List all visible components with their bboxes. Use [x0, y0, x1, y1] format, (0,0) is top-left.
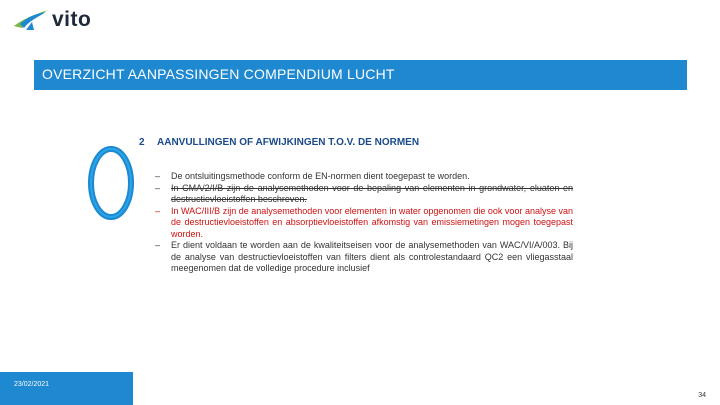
list-item [133, 240, 573, 275]
page-title: OVERZICHT AANPASSINGEN COMPENDIUM LUCHT [42, 66, 395, 82]
list-dash: – [155, 182, 161, 193]
list-item-text: In WAC/III/B zijn de analysemethoden voor elementen in water opgenomen die ook voor analyse van de destructievloeistoffen en absorptievloeistoffen afkomstig van emissiemetingen mogen toegepast worden. [171, 205, 573, 239]
footer-bar [0, 372, 133, 405]
content-excerpt [133, 132, 573, 286]
list-item-text: In CMA/2/I/B zijn de analysemethoden voor de bepaling van elementen in grondwater, eluaten en destructievloeistoffen beschreven. [171, 182, 573, 204]
list-item-text: De ontsluitingsmethode conform de EN-normen dient toegepast te worden. [171, 171, 470, 181]
list-dash: – [155, 240, 161, 250]
list-item [133, 171, 573, 183]
decorative-ring-graphic [86, 143, 136, 223]
section-heading-text: AANVULLINGEN OF AFWIJKINGEN T.O.V. DE NORMEN [157, 137, 420, 148]
list-dash: – [155, 205, 161, 216]
section-number: 2 [139, 137, 145, 148]
vito-logo [12, 6, 122, 34]
logo-text: vito [52, 8, 92, 31]
title-bar [34, 60, 687, 90]
section-items [133, 171, 573, 275]
list-item-text: Er dient voldaan te worden aan de kwaliteitseisen voor de analysemethoden van WAC/VI/A/003. Bij de analyse van destructievloeistoffen van filters dient als controlestandaard QC2 een vliegasstaal meegenomen dat de volledige procedure inclusief [171, 240, 573, 273]
list-dash: – [155, 171, 161, 181]
list-item-added [133, 206, 573, 241]
vito-bird-icon [12, 6, 52, 32]
list-item-struck [133, 183, 573, 206]
section-heading [139, 137, 419, 148]
footer-date: 23/02/2021 [14, 381, 50, 388]
page-number: 34 [698, 392, 706, 399]
